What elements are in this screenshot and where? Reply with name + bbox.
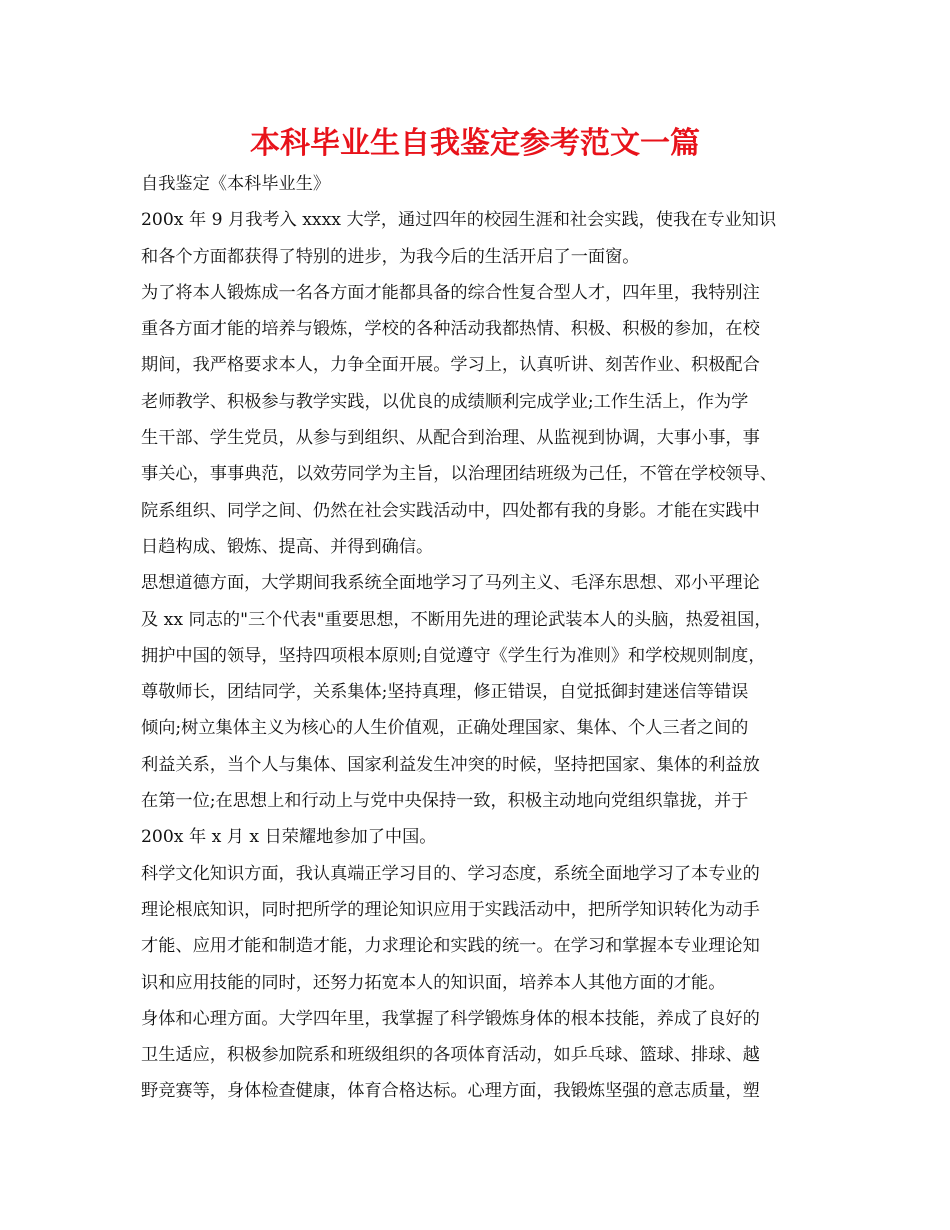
text-line: 拥护中国的领导，坚持四项根本原则;自觉遵守《学生行为准则》和学校规则制度， bbox=[141, 645, 766, 666]
text-line: 重各方面才能的培养与锻炼，学校的各种活动我都热情、积极、积极的参加，在校 bbox=[141, 319, 760, 340]
text-line: 自我鉴定《本科毕业生》 bbox=[141, 174, 331, 194]
text-line: 院系组织、同学之间、仍然在社会实践活动中，四处都有我的身影。才能在实践中 bbox=[141, 500, 760, 521]
text-line: 及 xx 同志的"三个代表"重要思想，不断用先进的理论武装本人的头脑，热爱祖国， bbox=[141, 609, 772, 630]
text-line: 为了将本人锻炼成一名各方面才能都具备的综合性复合型人才，四年里，我特别注 bbox=[141, 282, 760, 303]
text-line: 尊敬师长，团结同学，关系集体;坚持真理，修正错误，自觉抵御封建迷信等错误 bbox=[141, 682, 749, 703]
text-line: 期间，我严格要求本人，力争全面开展。学习上，认真听讲、刻苦作业、积极配合 bbox=[141, 355, 760, 376]
text-line: 利益关系，当个人与集体、国家利益发生冲突的时候，坚持把国家、集体的利益放 bbox=[141, 754, 760, 775]
text-line: 生干部、学生党员，从参与到组织、从配合到治理、从监视到协调，大事小事，事 bbox=[141, 428, 760, 449]
text-line: 在第一位;在思想上和行动上与党中央保持一致，积极主动地向党组织靠拢，并于 bbox=[141, 791, 749, 812]
text-line: 200x 年 x 月 x 日荣耀地参加了中国。 bbox=[141, 827, 437, 848]
text-line: 倾向;树立集体主义为核心的人生价值观，正确处理国家、集体、个人三者之间的 bbox=[141, 718, 749, 739]
text-line: 科学文化知识方面，我认真端正学习目的、学习态度，系统全面地学习了本专业的 bbox=[141, 863, 760, 884]
text-line: 和各个方面都获得了特别的进步，为我今后的生活开启了一面窗。 bbox=[141, 246, 640, 267]
text-line: 老师教学、积极参与教学实践，以优良的成绩顺利完成学业;工作生活上，作为学 bbox=[141, 391, 749, 412]
text-line: 思想道德方面，大学期间我系统全面地学习了马列主义、毛泽东思想、邓小平理论 bbox=[141, 573, 760, 594]
text-line: 理论根底知识，同时把所学的理论知识应用于实践活动中，把所学知识转化为动手 bbox=[141, 899, 760, 920]
text-line: 才能、应用才能和制造才能，力求理论和实践的统一。在学习和掌握本专业理论知 bbox=[141, 936, 760, 957]
text-line: 200x 年 9 月我考入 xxxx 大学，通过四年的校园生涯和社会实践，使我在专业知识 bbox=[141, 210, 777, 231]
text-line: 野竞赛等，身体检查健康，体育合格达标。心理方面，我锻炼坚强的意志质量，塑 bbox=[141, 1081, 760, 1102]
text-line: 识和应用技能的同时，还努力拓宽本人的知识面，培养本人其他方面的才能。 bbox=[141, 972, 726, 993]
text-line: 卫生适应，积极参加院系和班级组织的各项体育活动，如乒乓球、篮球、排球、越 bbox=[141, 1045, 760, 1066]
text-line: 事关心，事事典范，以效劳同学为主旨，以治理团结班级为己任，不管在学校领导、 bbox=[141, 464, 777, 485]
document-title: 本科毕业生自我鉴定参考范文一篇 bbox=[250, 126, 700, 161]
text-line: 身体和心理方面。大学四年里，我掌握了科学锻炼身体的根本技能，养成了良好的 bbox=[141, 1008, 760, 1029]
text-line: 日趋构成、锻炼、提高、并得到确信。 bbox=[141, 536, 434, 557]
document-body bbox=[141, 166, 831, 1110]
